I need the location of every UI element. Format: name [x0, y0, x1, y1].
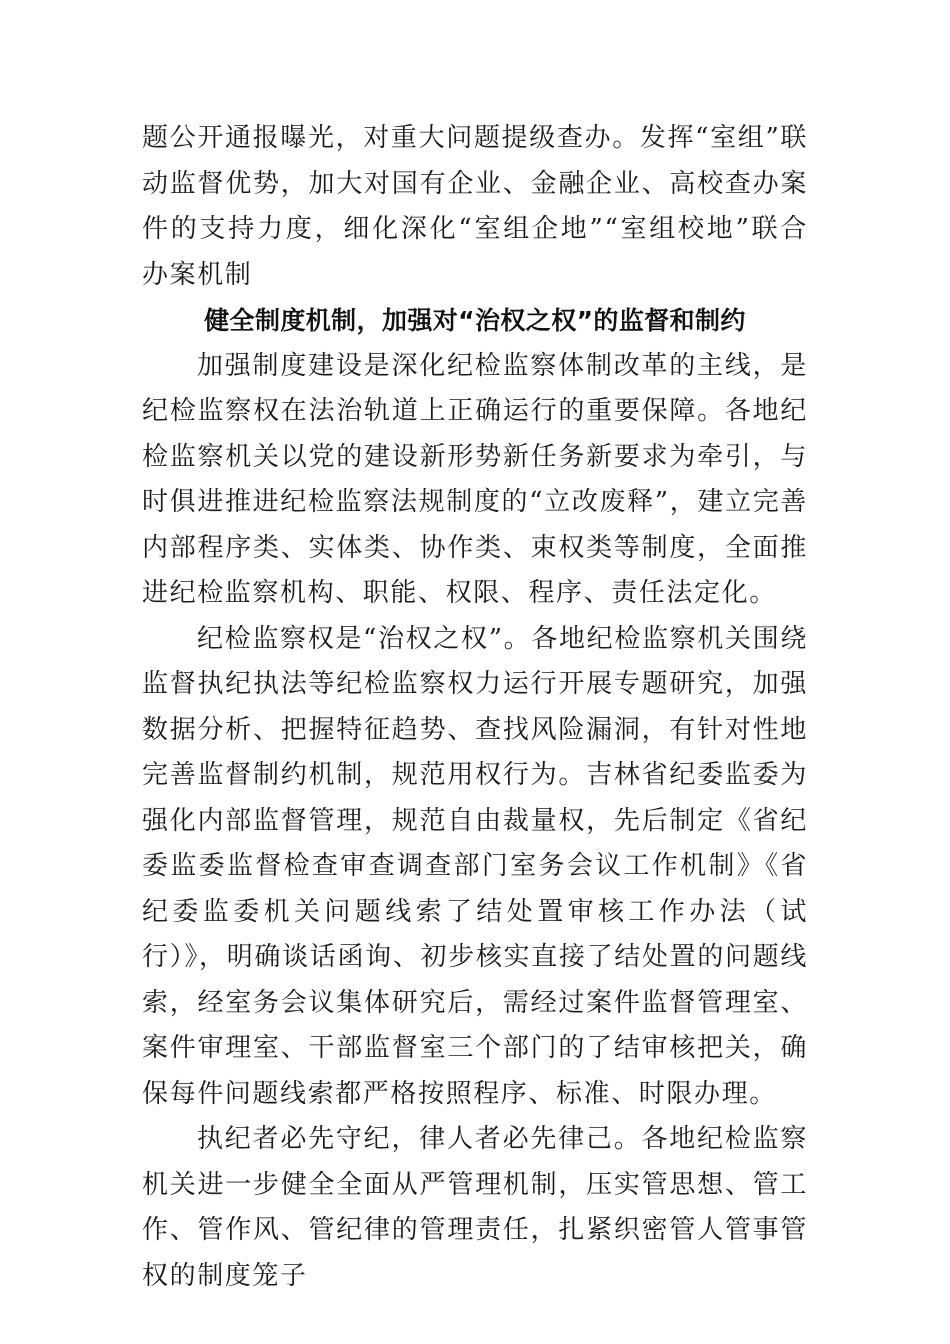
section-heading: 健全制度机制，加强对“治权之权”的监督和制约 — [204, 306, 746, 335]
body-paragraph: 执纪者必先守纪，律人者必先律己。各地纪检监察机关进一步健全全面从严管理机制，压实管思想、管工作、管作风、管纪律的管理责任，扎紧织密管人管事管权的制度笼子 — [142, 1124, 808, 1291]
article-body — [142, 116, 808, 1299]
body-paragraph: 加强制度建设是深化纪检监察体制改革的主线，是纪检监察权在法治轨道上正确运行的重要保障。各地纪检监察机关以党的建设新形势新任务新要求为牵引，与时俱进推进纪检监察法规制度的“立改废释”，建立完善内部程序类、实体类、协作类、束权类等制度，全面推进纪检监察机构、职能、权限、程序、责任法定化。 — [142, 350, 808, 608]
continuation-paragraph: 题公开通报曝光，对重大问题提级查办。发挥“室组”联动监督优势，加大对国有企业、金融企业、高校查办案件的支持力度，细化深化“室组企地”“室组校地”联合办案机制 — [142, 123, 808, 290]
body-paragraph: 纪检监察权是“治权之权”。各地纪检监察机关围绕监督执纪执法等纪检监察权力运行开展专题研究，加强数据分析、把握特征趋势、查找风险漏洞，有针对性地完善监督制约机制，规范用权行为。吉林省纪委监委为强化内部监督管理，规范自由裁量权，先后制定《省纪委监委监督检查审查调查部门室务会议工作机制》《省纪委监委机关问题线索了结处置审核工作办法（试行）》，明确谈话函询、初步核实直接了结处置的问题线索，经室务会议集体研究后，需经过案件监督管理室、案件审理室、干部监督室三个部门的了结审核把关，确保每件问题线索都严格按照程序、标准、时限办理。 — [142, 623, 808, 1109]
